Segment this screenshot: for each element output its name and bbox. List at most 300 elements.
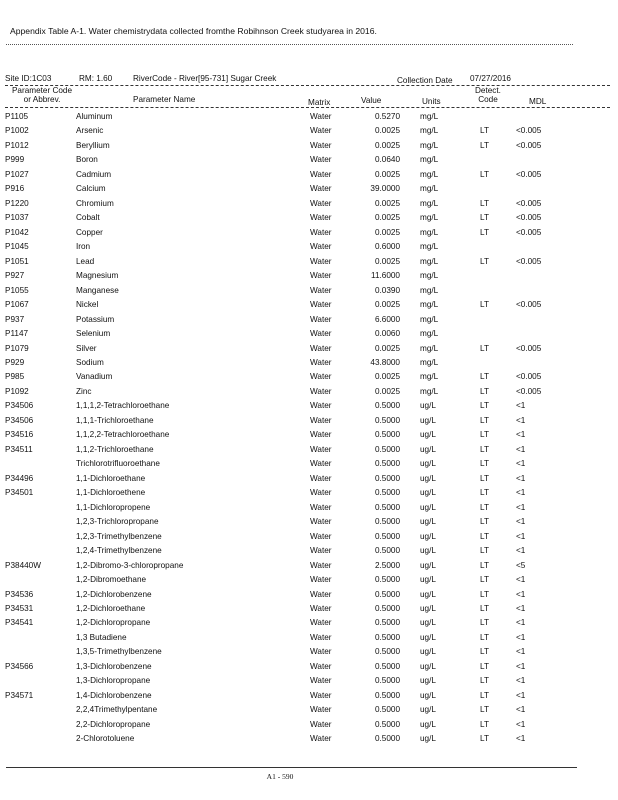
header-top-rule — [5, 85, 610, 86]
matrix-cell: Water — [310, 112, 332, 121]
units-cell: ug/L — [420, 444, 436, 454]
value-cell: 0.5000 — [374, 575, 400, 585]
matrix-cell: Water — [310, 719, 332, 729]
table-row — [0, 328, 618, 343]
table-row — [0, 444, 618, 459]
table-row — [0, 733, 618, 748]
units-cell: mg/L — [420, 329, 439, 339]
units-cell: ug/L — [420, 560, 436, 570]
value-cell: 0.0060 — [374, 329, 400, 339]
table-row — [0, 458, 618, 473]
matrix-cell: Water — [310, 300, 332, 310]
parameter-name: Silver — [76, 343, 97, 353]
units-cell: mg/L — [420, 184, 439, 194]
parameter-code: P34541 — [5, 618, 34, 628]
value-cell: 0.5270 — [374, 112, 400, 121]
units-cell: mg/L — [420, 227, 439, 237]
mdl-cell: <1 — [516, 415, 526, 425]
parameter-name: 1,3,5-Trimethylbenzene — [76, 647, 162, 657]
parameter-code: P34496 — [5, 473, 34, 483]
value-cell: 39.0000 — [370, 184, 400, 194]
matrix-cell: Water — [310, 169, 332, 179]
parameter-code: P1045 — [5, 242, 29, 252]
parameter-name: 1,2,3-Trichloropropane — [76, 517, 159, 527]
table-row — [0, 241, 618, 256]
parameter-name: Manganese — [76, 285, 119, 295]
value-cell: 6.6000 — [374, 314, 400, 324]
detect-code-cell: LT — [480, 401, 489, 411]
parameter-code: P1092 — [5, 386, 29, 396]
value-cell: 0.0025 — [374, 343, 400, 353]
matrix-cell: Water — [310, 603, 332, 613]
units-cell: ug/L — [420, 603, 436, 613]
matrix-cell: Water — [310, 734, 332, 744]
parameter-name: Sodium — [76, 357, 104, 367]
parameter-name: 1,3-Dichlorobenzene — [76, 661, 152, 671]
value-cell: 0.0025 — [374, 227, 400, 237]
detect-code-cell: LT — [480, 690, 489, 700]
table-row — [0, 487, 618, 502]
value-cell: 0.0025 — [374, 213, 400, 223]
detect-code-cell: LT — [480, 126, 489, 136]
matrix-cell: Water — [310, 242, 332, 252]
value-cell: 0.0025 — [374, 140, 400, 150]
table-row — [0, 198, 618, 213]
detect-code-cell: LT — [480, 502, 489, 512]
table-row — [0, 502, 618, 517]
units-cell: ug/L — [420, 575, 436, 585]
value-cell: 0.5000 — [374, 690, 400, 700]
mdl-cell: <0.005 — [516, 372, 542, 382]
mdl-cell: <1 — [516, 676, 526, 686]
parameter-name: 1,3 Butadiene — [76, 632, 127, 642]
matrix-cell: Water — [310, 386, 332, 396]
parameter-code: P1079 — [5, 343, 29, 353]
units-cell: ug/L — [420, 719, 436, 729]
parameter-name: 1,1,1-Trichloroethane — [76, 415, 154, 425]
table-row — [0, 285, 618, 300]
parameter-code: P1067 — [5, 300, 29, 310]
mdl-cell: <0.005 — [516, 126, 542, 136]
mdl-cell: <1 — [516, 705, 526, 715]
mdl-cell: <0.005 — [516, 140, 542, 150]
units-cell: ug/L — [420, 618, 436, 628]
units-cell: mg/L — [420, 213, 439, 223]
parameter-name: 2,2-Dichloropropane — [76, 719, 151, 729]
mdl-cell: <1 — [516, 603, 526, 613]
value-cell: 0.5000 — [374, 705, 400, 715]
table-row — [0, 343, 618, 358]
mdl-cell: <1 — [516, 473, 526, 483]
mdl-cell: <0.005 — [516, 227, 542, 237]
parameter-code: P1055 — [5, 285, 29, 295]
detect-code-cell: LT — [480, 372, 489, 382]
parameter-name: 2,2,4Trimethylpentane — [76, 705, 158, 715]
units-cell: ug/L — [420, 734, 436, 744]
table-row — [0, 473, 618, 488]
detect-code-cell: LT — [480, 473, 489, 483]
table-row — [0, 545, 618, 560]
parameter-name: 1,2-Dichlorobenzene — [76, 589, 152, 599]
matrix-cell: Water — [310, 459, 332, 469]
detect-code-cell: LT — [480, 603, 489, 613]
mdl-cell: <1 — [516, 459, 526, 469]
units-cell: mg/L — [420, 126, 439, 136]
value-cell: 0.5000 — [374, 531, 400, 541]
parameter-code: P1042 — [5, 227, 29, 237]
parameter-code: P937 — [5, 314, 25, 324]
detect-code-cell: LT — [480, 227, 489, 237]
mdl-cell: <1 — [516, 546, 526, 556]
units-cell: mg/L — [420, 112, 439, 121]
parameter-name: 1,3-Dichloropropane — [76, 676, 151, 686]
table-row — [0, 111, 618, 126]
mdl-cell: <1 — [516, 430, 526, 440]
table-row — [0, 719, 618, 734]
parameter-name: Boron — [76, 155, 98, 165]
matrix-cell: Water — [310, 227, 332, 237]
parameter-code: P34531 — [5, 603, 34, 613]
value-cell: 0.5000 — [374, 603, 400, 613]
parameter-code: P1012 — [5, 140, 29, 150]
detect-code-cell: LT — [480, 676, 489, 686]
mdl-cell: <1 — [516, 589, 526, 599]
detect-code-cell: LT — [480, 560, 489, 570]
table-row — [0, 140, 618, 155]
matrix-cell: Water — [310, 444, 332, 454]
detect-code-cell: LT — [480, 531, 489, 541]
value-cell: 0.5000 — [374, 444, 400, 454]
units-cell: ug/L — [420, 690, 436, 700]
value-cell: 0.5000 — [374, 676, 400, 686]
detect-code-cell: LT — [480, 488, 489, 498]
matrix-cell: Water — [310, 285, 332, 295]
matrix-cell: Water — [310, 314, 332, 324]
value-cell: 0.5000 — [374, 430, 400, 440]
parameter-name: Zinc — [76, 386, 92, 396]
units-cell: ug/L — [420, 531, 436, 541]
value-cell: 0.0025 — [374, 386, 400, 396]
units-cell: ug/L — [420, 517, 436, 527]
parameter-name: 1,1-Dichloropropene — [76, 502, 151, 512]
matrix-cell: Water — [310, 198, 332, 208]
table-row — [0, 661, 618, 676]
detect-code-cell: LT — [480, 632, 489, 642]
parameter-name: 1,2,4-Trimethylbenzene — [76, 546, 162, 556]
mdl-cell: <1 — [516, 517, 526, 527]
matrix-cell: Water — [310, 271, 332, 281]
matrix-cell: Water — [310, 184, 332, 194]
collection-date-label: Collection Date — [397, 76, 453, 85]
units-cell: mg/L — [420, 300, 439, 310]
parameter-code: P1037 — [5, 213, 29, 223]
table-row — [0, 212, 618, 227]
table-row — [0, 270, 618, 285]
table-row — [0, 400, 618, 415]
units-cell: mg/L — [420, 357, 439, 367]
table-row — [0, 704, 618, 719]
parameter-code: P34571 — [5, 690, 34, 700]
value-cell: 0.5000 — [374, 502, 400, 512]
matrix-cell: Water — [310, 676, 332, 686]
value-cell: 0.0640 — [374, 155, 400, 165]
parameter-name: Cadmium — [76, 169, 112, 179]
table-row — [0, 603, 618, 618]
parameter-code: P34566 — [5, 661, 34, 671]
mdl-cell: <0.005 — [516, 256, 542, 266]
detect-code-cell: LT — [480, 734, 489, 744]
matrix-cell: Water — [310, 575, 332, 585]
parameter-code: P929 — [5, 357, 25, 367]
detect-code-cell: LT — [480, 256, 489, 266]
mdl-cell: <1 — [516, 734, 526, 744]
value-cell: 0.0025 — [374, 256, 400, 266]
parameter-name: Arsenic — [76, 126, 104, 136]
table-row — [0, 125, 618, 140]
units-cell: mg/L — [420, 242, 439, 252]
column-header-parameter-code: Parameter Code or Abbrev. — [11, 86, 73, 104]
value-cell: 0.5000 — [374, 459, 400, 469]
matrix-cell: Water — [310, 155, 332, 165]
parameter-name: Trichlorotrifluoroethane — [76, 459, 160, 469]
units-cell: ug/L — [420, 632, 436, 642]
mdl-cell: <1 — [516, 632, 526, 642]
matrix-cell: Water — [310, 357, 332, 367]
parameter-code: P34506 — [5, 415, 34, 425]
parameter-name: 1,2-Dichloropropane — [76, 618, 151, 628]
parameter-name: 1,1,1,2-Tetrachloroethane — [76, 401, 170, 411]
matrix-cell: Water — [310, 690, 332, 700]
value-cell: 0.5000 — [374, 661, 400, 671]
detect-code-cell: LT — [480, 647, 489, 657]
matrix-cell: Water — [310, 140, 332, 150]
matrix-cell: Water — [310, 415, 332, 425]
site-id: Site ID:1C03 — [5, 74, 52, 83]
detect-code-cell: LT — [480, 546, 489, 556]
value-cell: 0.5000 — [374, 734, 400, 744]
matrix-cell: Water — [310, 126, 332, 136]
units-cell: mg/L — [420, 386, 439, 396]
value-cell: 0.5000 — [374, 517, 400, 527]
units-cell: ug/L — [420, 705, 436, 715]
detect-code-cell: LT — [480, 213, 489, 223]
units-cell: ug/L — [420, 401, 436, 411]
collection-date: 07/27/2016 — [470, 74, 511, 83]
units-cell: mg/L — [420, 140, 439, 150]
mdl-cell: <1 — [516, 719, 526, 729]
parameter-code: P1105 — [5, 112, 29, 121]
table-row — [0, 429, 618, 444]
units-cell: ug/L — [420, 488, 436, 498]
parameter-name: Iron — [76, 242, 91, 252]
units-cell: mg/L — [420, 271, 439, 281]
parameter-code: P34511 — [5, 444, 33, 454]
mdl-cell: <0.005 — [516, 386, 542, 396]
parameter-name: 1,2-Dibromo-3-chloropropane — [76, 560, 184, 570]
parameter-code: P34516 — [5, 430, 34, 440]
parameter-name: Magnesium — [76, 271, 119, 281]
column-header-units: Units — [422, 97, 441, 106]
column-header-detect-code: Detect. Code — [475, 86, 501, 104]
table-row — [0, 516, 618, 531]
mdl-cell: <1 — [516, 575, 526, 585]
page-number: A1 - 590 — [266, 772, 294, 781]
value-cell: 0.5000 — [374, 401, 400, 411]
parameter-name: Chromium — [76, 198, 114, 208]
parameter-name: 1,1-Dichloroethane — [76, 473, 146, 483]
mdl-cell: <1 — [516, 488, 526, 498]
table-row — [0, 632, 618, 647]
matrix-cell: Water — [310, 589, 332, 599]
column-header-matrix: Matrix — [308, 98, 331, 107]
parameter-code: P1220 — [5, 198, 29, 208]
detect-code-cell: LT — [480, 300, 489, 310]
matrix-cell: Water — [310, 661, 332, 671]
detect-code-cell: LT — [480, 517, 489, 527]
matrix-cell: Water — [310, 632, 332, 642]
mdl-cell: <1 — [516, 690, 526, 700]
value-cell: 0.0025 — [374, 169, 400, 179]
units-cell: mg/L — [420, 155, 439, 165]
detect-code-cell: LT — [480, 140, 489, 150]
table-row — [0, 531, 618, 546]
units-cell: mg/L — [420, 285, 439, 295]
mdl-cell: <0.005 — [516, 198, 542, 208]
value-cell: 43.8000 — [370, 357, 400, 367]
matrix-cell: Water — [310, 531, 332, 541]
units-cell: ug/L — [420, 502, 436, 512]
matrix-cell: Water — [310, 213, 332, 223]
header-bottom-rule — [5, 107, 610, 108]
value-cell: 0.0025 — [374, 198, 400, 208]
mdl-cell: <0.005 — [516, 169, 542, 179]
table-row — [0, 675, 618, 690]
parameter-name: 1,1-Dichloroethene — [76, 488, 146, 498]
column-header-parameter-name: Parameter Name — [133, 95, 196, 104]
units-cell: ug/L — [420, 661, 436, 671]
table-row — [0, 386, 618, 401]
value-cell: 0.5000 — [374, 719, 400, 729]
parameter-name: Potassium — [76, 314, 115, 324]
matrix-cell: Water — [310, 618, 332, 628]
table-row — [0, 256, 618, 271]
detect-code-cell: LT — [480, 415, 489, 425]
units-cell: ug/L — [420, 430, 436, 440]
value-cell: 0.0390 — [374, 285, 400, 295]
value-cell: 0.5000 — [374, 589, 400, 599]
parameter-code: P34501 — [5, 488, 34, 498]
matrix-cell: Water — [310, 343, 332, 353]
mdl-cell: <1 — [516, 661, 526, 671]
detect-code-cell: LT — [480, 343, 489, 353]
table-row — [0, 154, 618, 169]
table-row — [0, 574, 618, 589]
parameter-name: 1,2-Dibromoethane — [76, 575, 147, 585]
parameter-name: Cobalt — [76, 213, 100, 223]
mdl-cell: <0.005 — [516, 213, 542, 223]
value-cell: 0.5000 — [374, 415, 400, 425]
matrix-cell: Water — [310, 473, 332, 483]
units-cell: mg/L — [420, 169, 439, 179]
value-cell: 0.5000 — [374, 647, 400, 657]
river-mile: RM: 1.60 — [79, 74, 113, 83]
table-row — [0, 314, 618, 329]
units-cell: ug/L — [420, 459, 436, 469]
matrix-cell: Water — [310, 705, 332, 715]
value-cell: 0.0025 — [374, 126, 400, 136]
parameter-code: P1051 — [5, 256, 29, 266]
table-row — [0, 690, 618, 705]
parameter-name: Copper — [76, 227, 103, 237]
matrix-cell: Water — [310, 256, 332, 266]
mdl-cell: <1 — [516, 502, 526, 512]
parameter-name: Calcium — [76, 184, 106, 194]
column-header-value: Value — [361, 96, 382, 105]
detect-code-cell: LT — [480, 444, 489, 454]
units-cell: mg/L — [420, 256, 439, 266]
footer-rule — [6, 767, 577, 768]
parameter-code: P38440W — [5, 560, 41, 570]
column-header-mdl: MDL — [529, 97, 547, 106]
matrix-cell: Water — [310, 647, 332, 657]
parameter-name: 1,1,2,2-Tetrachloroethane — [76, 430, 170, 440]
detect-code-cell: LT — [480, 430, 489, 440]
parameter-code: P916 — [5, 184, 25, 194]
units-cell: mg/L — [420, 314, 439, 324]
matrix-cell: Water — [310, 430, 332, 440]
parameter-name: 1,2,3-Trimethylbenzene — [76, 531, 162, 541]
parameter-name: Vanadium — [76, 372, 113, 382]
value-cell: 0.0025 — [374, 372, 400, 382]
detect-code-cell: LT — [480, 661, 489, 671]
table-row — [0, 415, 618, 430]
matrix-cell: Water — [310, 372, 332, 382]
parameter-code: P999 — [5, 155, 25, 165]
detect-code-cell: LT — [480, 618, 489, 628]
river-code: RiverCode - River[95-731] Sugar Creek — [133, 74, 277, 83]
table-row — [0, 169, 618, 184]
mdl-cell: <1 — [516, 618, 526, 628]
mdl-cell: <1 — [516, 401, 526, 411]
table-row — [0, 560, 618, 575]
table-row — [0, 357, 618, 372]
matrix-cell: Water — [310, 488, 332, 498]
parameter-name: Nickel — [76, 300, 99, 310]
table-row — [0, 617, 618, 632]
detect-code-cell: LT — [480, 705, 489, 715]
units-cell: mg/L — [420, 372, 439, 382]
parameter-name: 2-Chlorotoluene — [76, 734, 135, 744]
table-row — [0, 646, 618, 661]
parameter-code: P1002 — [5, 126, 29, 136]
parameter-code: P1027 — [5, 169, 29, 179]
parameter-code: P1147 — [5, 329, 29, 339]
table-row — [0, 371, 618, 386]
mdl-cell: <1 — [516, 444, 526, 454]
table-row — [0, 183, 618, 198]
units-cell: ug/L — [420, 546, 436, 556]
detect-code-cell: LT — [480, 169, 489, 179]
value-cell: 0.5000 — [374, 546, 400, 556]
matrix-cell: Water — [310, 401, 332, 411]
matrix-cell: Water — [310, 517, 332, 527]
value-cell: 0.5000 — [374, 488, 400, 498]
parameter-name: Selenium — [76, 329, 111, 339]
matrix-cell: Water — [310, 560, 332, 570]
matrix-cell: Water — [310, 546, 332, 556]
value-cell: 0.5000 — [374, 632, 400, 642]
mdl-cell: <1 — [516, 531, 526, 541]
